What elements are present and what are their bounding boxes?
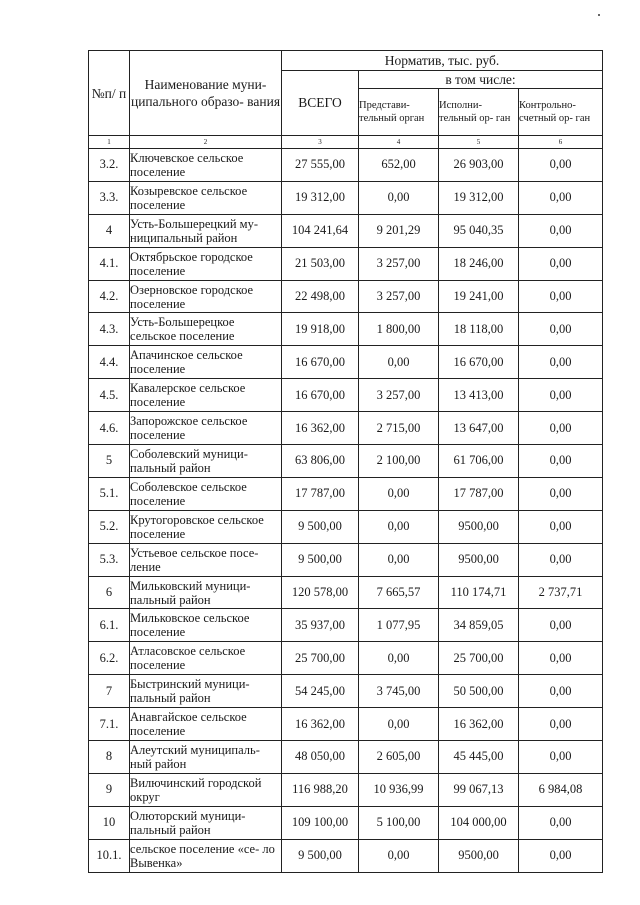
representative-value: 7 665,57 <box>359 576 439 609</box>
table-body <box>89 149 603 873</box>
control-value: 0,00 <box>519 708 603 741</box>
row-number: 4.3. <box>89 313 130 346</box>
municipality-name: Козыревское сельское поселение <box>130 181 282 214</box>
representative-value: 3 745,00 <box>359 675 439 708</box>
total-value: 109 100,00 <box>282 806 359 839</box>
row-number: 4.2. <box>89 280 130 313</box>
column-index: 3 <box>282 136 359 149</box>
representative-value: 0,00 <box>359 839 439 872</box>
municipality-name: Усть-Большерецкий му- ниципальный район <box>130 214 282 247</box>
table-row <box>89 313 603 346</box>
table-row <box>89 609 603 642</box>
executive-value: 16 670,00 <box>439 346 519 379</box>
row-number: 3.3. <box>89 181 130 214</box>
row-number: 6.2. <box>89 642 130 675</box>
row-number: 3.2. <box>89 149 130 182</box>
total-value: 27 555,00 <box>282 149 359 182</box>
representative-value: 0,00 <box>359 510 439 543</box>
row-number: 10.1. <box>89 839 130 872</box>
total-value: 19 312,00 <box>282 181 359 214</box>
representative-value: 2 605,00 <box>359 741 439 774</box>
total-value: 9 500,00 <box>282 839 359 872</box>
table-row <box>89 806 603 839</box>
representative-value: 1 800,00 <box>359 313 439 346</box>
municipality-name: Устьевое сельское посе- ление <box>130 543 282 576</box>
table-row <box>89 510 603 543</box>
representative-value: 1 077,95 <box>359 609 439 642</box>
municipality-name: Мильковское сельское поселение <box>130 609 282 642</box>
municipality-name: Октябрьское городское поселение <box>130 247 282 280</box>
row-number: 6.1. <box>89 609 130 642</box>
executive-value: 99 067,13 <box>439 773 519 806</box>
municipality-name: Соболевский муници- пальный район <box>130 445 282 478</box>
representative-value: 2 100,00 <box>359 445 439 478</box>
control-value: 0,00 <box>519 477 603 510</box>
column-index: 1 <box>89 136 130 149</box>
total-value: 120 578,00 <box>282 576 359 609</box>
control-value: 0,00 <box>519 214 603 247</box>
table-row <box>89 445 603 478</box>
total-value: 63 806,00 <box>282 445 359 478</box>
municipality-name: Анавгайское сельское поселение <box>130 708 282 741</box>
row-number: 4.5. <box>89 379 130 412</box>
control-value: 0,00 <box>519 346 603 379</box>
total-value: 25 700,00 <box>282 642 359 675</box>
table-row <box>89 149 603 182</box>
header-total: ВСЕГО <box>282 71 359 136</box>
control-value: 0,00 <box>519 379 603 412</box>
executive-value: 45 445,00 <box>439 741 519 774</box>
column-index: 2 <box>130 136 282 149</box>
representative-value: 0,00 <box>359 181 439 214</box>
total-value: 16 362,00 <box>282 412 359 445</box>
executive-value: 19 312,00 <box>439 181 519 214</box>
row-number: 5.2. <box>89 510 130 543</box>
municipality-name: Мильковский муници- пальный район <box>130 576 282 609</box>
executive-value: 50 500,00 <box>439 675 519 708</box>
total-value: 48 050,00 <box>282 741 359 774</box>
municipality-name: Быстринский муници- пальный район <box>130 675 282 708</box>
executive-value: 19 241,00 <box>439 280 519 313</box>
municipality-name: сельское поселение «се- ло Вывенка» <box>130 839 282 872</box>
column-index: 5 <box>439 136 519 149</box>
header-normative: Норматив, тыс. руб. <box>282 51 603 71</box>
table-row <box>89 412 603 445</box>
row-number: 4.6. <box>89 412 130 445</box>
row-number: 7 <box>89 675 130 708</box>
control-value: 0,00 <box>519 642 603 675</box>
row-number: 9 <box>89 773 130 806</box>
header-num: №п/ п <box>89 51 130 136</box>
control-value: 0,00 <box>519 181 603 214</box>
row-number: 4.1. <box>89 247 130 280</box>
municipality-name: Вилючинский городской округ <box>130 773 282 806</box>
scan-mark <box>598 14 600 16</box>
municipality-name: Соболевское сельское поселение <box>130 477 282 510</box>
executive-value: 9500,00 <box>439 543 519 576</box>
executive-value: 9500,00 <box>439 510 519 543</box>
control-value: 0,00 <box>519 149 603 182</box>
representative-value: 0,00 <box>359 346 439 379</box>
control-value: 0,00 <box>519 543 603 576</box>
executive-value: 18 118,00 <box>439 313 519 346</box>
total-value: 16 670,00 <box>282 379 359 412</box>
executive-value: 34 859,05 <box>439 609 519 642</box>
executive-value: 26 903,00 <box>439 149 519 182</box>
table-row <box>89 708 603 741</box>
table-row <box>89 576 603 609</box>
executive-value: 104 000,00 <box>439 806 519 839</box>
control-value: 0,00 <box>519 675 603 708</box>
row-number: 7.1. <box>89 708 130 741</box>
row-number: 5.1. <box>89 477 130 510</box>
control-value: 0,00 <box>519 280 603 313</box>
executive-value: 17 787,00 <box>439 477 519 510</box>
municipality-name: Кавалерское сельское поселение <box>130 379 282 412</box>
municipality-name: Запорожское сельское поселение <box>130 412 282 445</box>
municipality-name: Усть-Большерецкое сельское поселение <box>130 313 282 346</box>
representative-value: 0,00 <box>359 543 439 576</box>
control-value: 0,00 <box>519 247 603 280</box>
total-value: 16 670,00 <box>282 346 359 379</box>
table-row <box>89 247 603 280</box>
header-executive: Исполни- тельный ор- ган <box>439 89 519 136</box>
row-number: 8 <box>89 741 130 774</box>
column-index: 6 <box>519 136 603 149</box>
row-number: 10 <box>89 806 130 839</box>
control-value: 0,00 <box>519 412 603 445</box>
row-number: 5 <box>89 445 130 478</box>
table-row <box>89 214 603 247</box>
control-value: 0,00 <box>519 741 603 774</box>
representative-value: 3 257,00 <box>359 379 439 412</box>
executive-value: 110 174,71 <box>439 576 519 609</box>
total-value: 9 500,00 <box>282 543 359 576</box>
control-value: 0,00 <box>519 510 603 543</box>
total-value: 104 241,64 <box>282 214 359 247</box>
total-value: 16 362,00 <box>282 708 359 741</box>
row-number: 6 <box>89 576 130 609</box>
executive-value: 18 246,00 <box>439 247 519 280</box>
control-value: 0,00 <box>519 839 603 872</box>
table-row <box>89 346 603 379</box>
table-row <box>89 839 603 872</box>
representative-value: 3 257,00 <box>359 280 439 313</box>
municipality-name: Крутогоровское сельское поселение <box>130 510 282 543</box>
table-row <box>89 181 603 214</box>
municipality-name: Атласовское сельское поселение <box>130 642 282 675</box>
table-row <box>89 642 603 675</box>
table-row <box>89 477 603 510</box>
executive-value: 13 413,00 <box>439 379 519 412</box>
executive-value: 95 040,35 <box>439 214 519 247</box>
representative-value: 9 201,29 <box>359 214 439 247</box>
header-representative: Представи- тельный орган <box>359 89 439 136</box>
control-value: 6 984,08 <box>519 773 603 806</box>
table-header <box>89 51 603 149</box>
row-number: 4.4. <box>89 346 130 379</box>
table-row <box>89 280 603 313</box>
municipality-name: Алеутский муниципаль- ный район <box>130 741 282 774</box>
municipality-name: Олюторский муници- пальный район <box>130 806 282 839</box>
control-value: 0,00 <box>519 609 603 642</box>
total-value: 19 918,00 <box>282 313 359 346</box>
municipality-name: Озерновское городское поселение <box>130 280 282 313</box>
header-name: Наименование муни- ципального образо- вания <box>130 51 282 136</box>
control-value: 0,00 <box>519 313 603 346</box>
representative-value: 0,00 <box>359 708 439 741</box>
representative-value: 10 936,99 <box>359 773 439 806</box>
total-value: 9 500,00 <box>282 510 359 543</box>
table-row <box>89 773 603 806</box>
total-value: 22 498,00 <box>282 280 359 313</box>
row-number: 4 <box>89 214 130 247</box>
table-row <box>89 741 603 774</box>
municipality-name: Апачинское сельское поселение <box>130 346 282 379</box>
municipality-name: Ключевское сельское поселение <box>130 149 282 182</box>
representative-value: 0,00 <box>359 642 439 675</box>
total-value: 116 988,20 <box>282 773 359 806</box>
executive-value: 61 706,00 <box>439 445 519 478</box>
executive-value: 9500,00 <box>439 839 519 872</box>
total-value: 17 787,00 <box>282 477 359 510</box>
control-value: 0,00 <box>519 806 603 839</box>
representative-value: 652,00 <box>359 149 439 182</box>
representative-value: 2 715,00 <box>359 412 439 445</box>
total-value: 21 503,00 <box>282 247 359 280</box>
table-row <box>89 543 603 576</box>
total-value: 54 245,00 <box>282 675 359 708</box>
row-number: 5.3. <box>89 543 130 576</box>
executive-value: 25 700,00 <box>439 642 519 675</box>
representative-value: 0,00 <box>359 477 439 510</box>
column-index: 4 <box>359 136 439 149</box>
control-value: 0,00 <box>519 445 603 478</box>
header-including: в том числе: <box>359 71 603 89</box>
header-control: Контрольно- счетный ор- ган <box>519 89 603 136</box>
normative-table <box>88 50 603 873</box>
executive-value: 16 362,00 <box>439 708 519 741</box>
table-row <box>89 379 603 412</box>
total-value: 35 937,00 <box>282 609 359 642</box>
executive-value: 13 647,00 <box>439 412 519 445</box>
table-row <box>89 675 603 708</box>
control-value: 2 737,71 <box>519 576 603 609</box>
representative-value: 5 100,00 <box>359 806 439 839</box>
column-index-row <box>89 136 603 149</box>
representative-value: 3 257,00 <box>359 247 439 280</box>
